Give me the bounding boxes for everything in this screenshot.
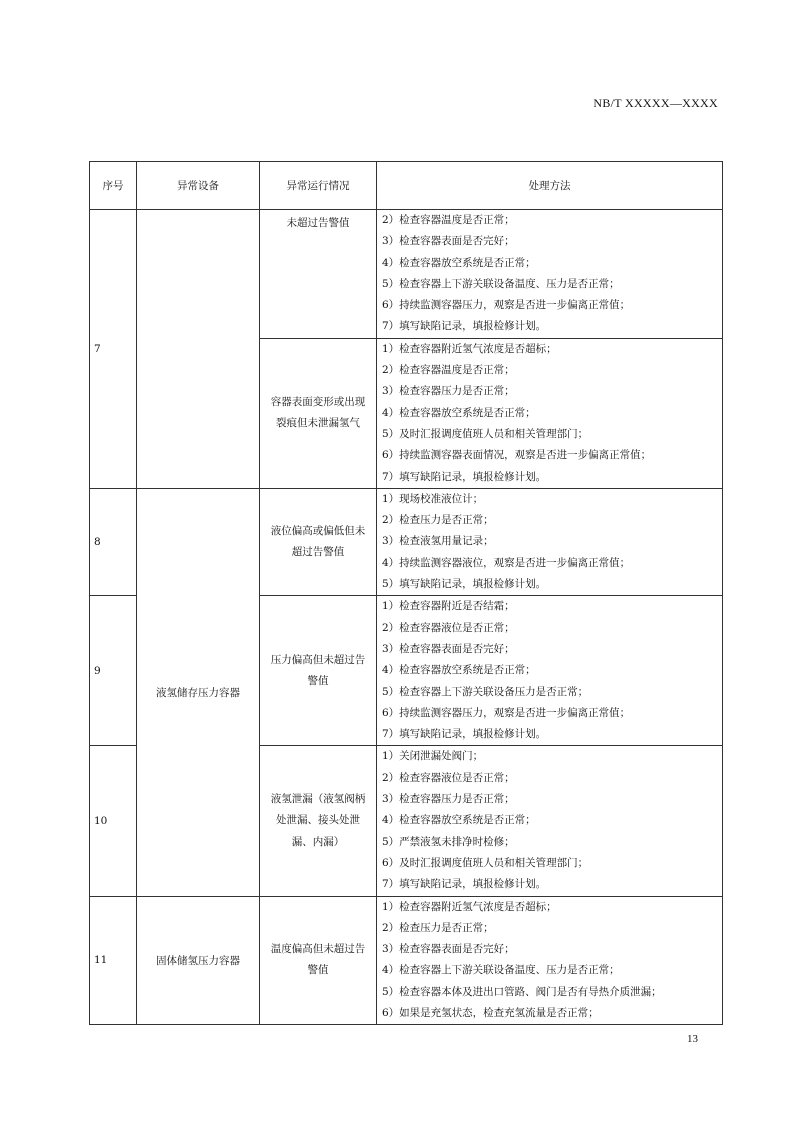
method-line: 5）检查容器本体及进出口管路、阀门是否有导热介质泄漏； (382, 985, 662, 998)
method-line: 4）检查容器放空系统是否正常； (382, 256, 536, 269)
method-line: 1）检查容器附近是否结霜； (382, 600, 515, 613)
abnormal-handling-table (89, 161, 723, 1025)
method-line: 6）持续监测容器压力，观察是否进一步偏离正常值； (382, 706, 631, 719)
method-line: 2）检查容器温度是否正常； (382, 214, 515, 226)
method-line: 3）检查容器表面是否完好； (382, 235, 515, 248)
method-cell (377, 896, 723, 1025)
method-line: 1）检查容器附近氢气浓度是否超标； (382, 342, 557, 355)
device-cell: 固体储氢压力容器 (137, 896, 260, 1025)
table-row (90, 488, 723, 595)
device-cell-empty (137, 210, 260, 489)
standard-code: NB/T XXXXX—XXXX (593, 96, 718, 110)
condition-cell: 温度偏高但未超过告警值 (260, 896, 377, 1025)
method-line: 6）如果是充氢状态，检查充氢流量是否正常； (382, 1006, 599, 1019)
method-line: 7）填写缺陷记录，填报检修计划。 (382, 470, 547, 483)
method-line: 4）检查容器放空系统是否正常； (382, 664, 536, 677)
row-index: 11 (90, 896, 137, 1025)
method-cell (377, 596, 723, 746)
condition-cell: 容器表面变形或出现裂痕但未泄漏氢气 (260, 338, 377, 488)
method-line: 7）填写缺陷记录，填报检修计划。 (382, 320, 547, 333)
method-line: 1）关闭泄漏处阀门； (382, 750, 484, 763)
method-line: 2）检查压力是否正常； (382, 514, 494, 527)
method-line: 3）检查容器表面是否完好； (382, 943, 515, 956)
table-row (90, 896, 723, 1025)
method-line: 6）持续监测容器压力，观察是否进一步偏离正常值； (382, 299, 631, 312)
method-cell (377, 488, 723, 595)
method-line: 4）持续监测容器液位，观察是否进一步偏离正常值； (382, 556, 631, 569)
method-line: 3）检查容器压力是否正常； (382, 385, 515, 398)
method-line: 2）检查容器液位是否正常； (382, 621, 515, 634)
method-line: 3）检查容器压力是否正常； (382, 793, 515, 806)
condition-cell: 液氢泄漏（液氢阀柄处泄漏、接头处泄漏、内漏） (260, 746, 377, 896)
col-header-index: 序号 (90, 162, 137, 210)
col-header-device: 异常设备 (137, 162, 260, 210)
method-cell (377, 338, 723, 488)
method-line: 7）填写缺陷记录，填报检修计划。 (382, 878, 547, 891)
row-index: 9 (90, 596, 137, 746)
method-line: 5）及时汇报调度值班人员和相关管理部门； (382, 427, 589, 440)
method-line: 5）检查容器上下游关联设备温度、压力是否正常； (382, 277, 620, 290)
condition-cell: 未超过告警值 (260, 210, 377, 339)
condition-cell: 液位偏高或偏低但未超过告警值 (260, 488, 377, 595)
method-line: 3）检查液氢用量记录； (382, 535, 494, 548)
col-header-condition: 异常运行情况 (260, 162, 377, 210)
method-line: 4）检查容器放空系统是否正常； (382, 814, 536, 827)
table-row (90, 210, 723, 339)
method-line: 5）检查容器上下游关联设备压力是否正常； (382, 685, 589, 698)
method-line: 2）检查容器液位是否正常； (382, 771, 515, 784)
method-line: 1）检查容器附近氢气浓度是否超标； (382, 900, 557, 913)
row-index: 7 (90, 210, 137, 489)
condition-cell: 压力偏高但未超过告警值 (260, 596, 377, 746)
method-line: 5）填写缺陷记录，填报检修计划。 (382, 578, 547, 591)
method-cell (377, 210, 723, 339)
device-cell: 液氢储存压力容器 (137, 488, 260, 896)
method-line: 5）严禁液氢未排净时检修； (382, 835, 515, 848)
method-cell (377, 746, 723, 896)
method-line: 3）检查容器表面是否完好； (382, 642, 515, 655)
method-line: 2）检查容器温度是否正常； (382, 364, 515, 377)
page-number: 13 (687, 1033, 698, 1045)
method-line: 4）检查容器上下游关联设备温度、压力是否正常； (382, 964, 620, 977)
method-line: 6）及时汇报调度值班人员和相关管理部门； (382, 856, 589, 869)
row-index: 10 (90, 746, 137, 896)
table-header-row (90, 162, 723, 210)
row-index: 8 (90, 488, 137, 595)
method-line: 7）填写缺陷记录，填报检修计划。 (382, 728, 547, 741)
method-line: 4）检查容器放空系统是否正常； (382, 406, 536, 419)
method-line: 2）检查压力是否正常； (382, 921, 494, 934)
method-line: 1）现场校准液位计； (382, 492, 484, 505)
method-line: 6）持续监测容器表面情况，观察是否进一步偏离正常值； (382, 449, 652, 462)
col-header-method: 处理方法 (377, 162, 723, 210)
